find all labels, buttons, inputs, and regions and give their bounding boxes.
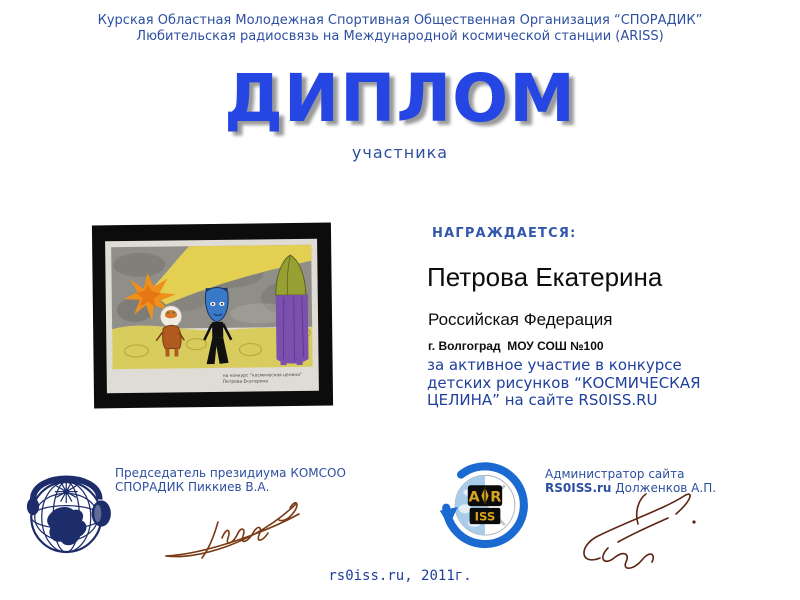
signatory-right-person: Долженков А.П.	[611, 481, 717, 495]
awarded-to-label: НАГРАЖДАЕТСЯ:	[432, 226, 577, 241]
org-subtitle: Любительская радиосвязь на Международной космической станции (ARISS)	[136, 29, 664, 44]
recipient-name: Петрова Екатерина	[427, 262, 663, 292]
signatory-right-site: RS0ISS.ru	[545, 481, 612, 495]
citation-line-2: детских рисунков “КОСМИЧЕСКАЯ	[427, 373, 701, 392]
svg-text:A: A	[468, 489, 480, 506]
org-name: Курская Областная Молодежная Спортивная Общественная Организация “СПОРАДИК”	[97, 13, 703, 28]
svg-text:ISS: ISS	[474, 509, 496, 524]
footer-site: rs0iss.ru, 2011г.	[328, 568, 472, 584]
signature-left	[162, 492, 304, 564]
artwork-photo	[92, 223, 333, 409]
signatory-right-role: Администратор сайта	[545, 467, 685, 481]
recipient-country: Российская Федерация	[428, 310, 613, 329]
ariss-logo	[438, 457, 532, 557]
citation-line-3: ЦЕЛИНА” на сайте RS0ISS.RU	[427, 391, 658, 409]
signature-right	[574, 486, 702, 570]
artwork-caption	[223, 372, 303, 385]
citation-line-1: за активное участие в конкурсе	[427, 356, 682, 374]
diploma-title: ДИПЛОМ	[224, 60, 576, 137]
signatory-left-role: Председатель президиума КОМСОО	[115, 466, 346, 480]
ariss-center-badge	[468, 485, 502, 524]
signatory-left-titles	[115, 466, 355, 494]
award-citation	[427, 357, 701, 410]
diploma-subtitle: участника	[351, 143, 449, 162]
artwork-drawing	[109, 243, 315, 389]
artwork-paper	[105, 239, 319, 394]
header	[0, 13, 800, 45]
continent	[47, 507, 86, 545]
recipient-school: г. Волгоград МОУ СОШ №100	[428, 339, 604, 353]
svg-text:на конкурс “космическая целина: на конкурс “космическая целина”	[222, 372, 303, 379]
svg-text:R: R	[490, 489, 502, 506]
signatory-left-name: СПОРАДИК Пиккиев В.А.	[115, 480, 270, 494]
svg-text:Петрова Екатерина: Петрова Екатерина	[222, 379, 269, 385]
globe-headphones-icon	[24, 461, 112, 559]
